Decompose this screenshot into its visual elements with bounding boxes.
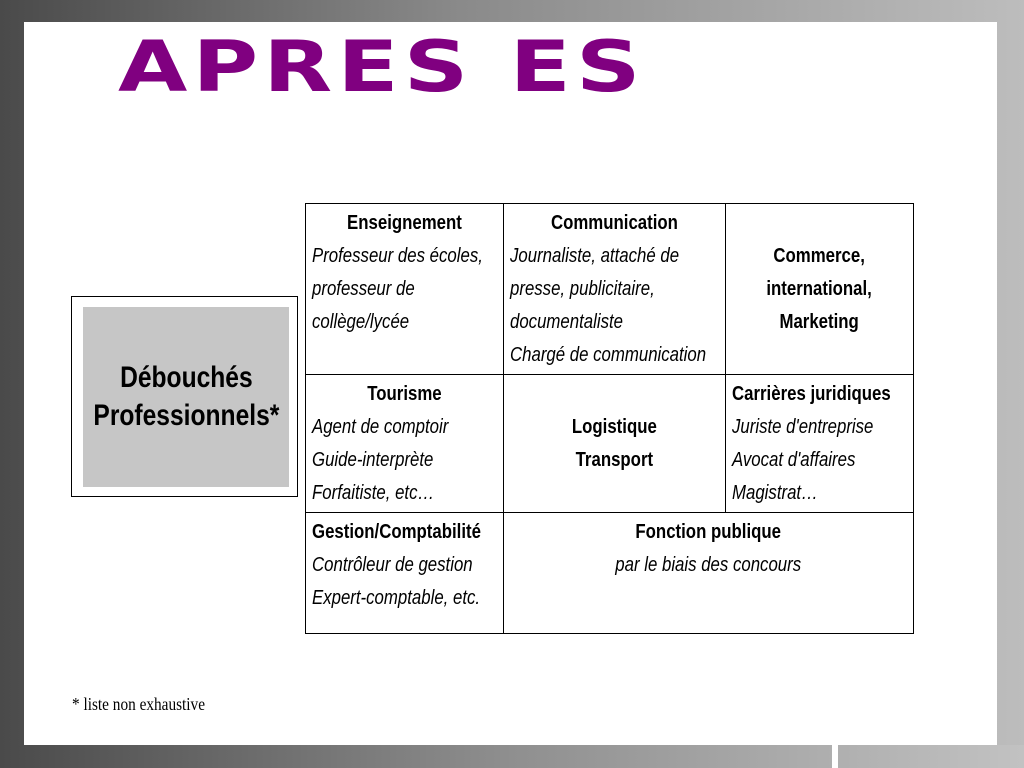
- cell-item: Juriste d'entreprise: [732, 416, 874, 438]
- table-row: [306, 204, 914, 375]
- cell-item: Avocat d'affaires: [732, 449, 856, 471]
- cell-heading: Commerce,: [773, 245, 866, 267]
- cell-heading: international,: [766, 278, 873, 300]
- bottom-decor-strip: [0, 745, 1024, 768]
- cell-heading: Fonction publique: [635, 521, 782, 543]
- cell-heading: Tourisme: [367, 383, 442, 405]
- cell-item: Magistrat…: [732, 482, 818, 504]
- cell-item: professeur de: [312, 278, 415, 300]
- cell-heading: Transport: [575, 449, 654, 471]
- cell-heading: Logistique: [572, 416, 657, 438]
- cell-heading: Carrières juridiques: [732, 383, 891, 405]
- table-row: [306, 513, 914, 634]
- cell-item: Chargé de communication: [510, 344, 707, 366]
- cell-communication: [504, 204, 726, 375]
- cell-juridique: [726, 375, 914, 513]
- cell-gestion: [306, 513, 504, 634]
- cell-fonction-publique: [504, 513, 914, 634]
- bottom-decor-notch: [832, 745, 838, 768]
- cell-item: documentaliste: [510, 311, 624, 333]
- cell-item: Guide-interprète: [312, 449, 434, 471]
- cell-item: par le biais des concours: [615, 554, 802, 576]
- footnote: * liste non exhaustive: [72, 694, 206, 714]
- slide-title: APRES ES: [118, 26, 646, 108]
- cell-item: Journaliste, attaché de: [510, 245, 680, 267]
- cell-logistique: [504, 375, 726, 513]
- cell-heading: Marketing: [779, 311, 860, 333]
- cell-item: Agent de comptoir: [312, 416, 449, 438]
- cell-enseignement: [306, 204, 504, 375]
- cell-heading: Enseignement: [347, 212, 462, 234]
- side-label-line: Débouchés: [119, 361, 253, 394]
- cell-commerce: [726, 204, 914, 375]
- side-label-box: [83, 307, 289, 487]
- cell-item: collège/lycée: [312, 311, 410, 333]
- cell-heading: Gestion/Comptabilité: [312, 521, 481, 543]
- side-label-line: Professionnels*: [93, 399, 279, 432]
- cell-item: Contrôleur de gestion: [312, 554, 473, 576]
- table-row: [306, 375, 914, 513]
- cell-item: Expert-comptable, etc.: [312, 587, 481, 609]
- cell-item: Professeur des écoles,: [312, 245, 483, 267]
- cell-heading: Communication: [550, 212, 678, 234]
- cell-item: Forfaitiste, etc…: [312, 482, 435, 504]
- cell-item: presse, publicitaire,: [510, 278, 655, 300]
- cell-tourisme: [306, 375, 504, 513]
- careers-table: [305, 203, 914, 634]
- side-label: [93, 359, 279, 435]
